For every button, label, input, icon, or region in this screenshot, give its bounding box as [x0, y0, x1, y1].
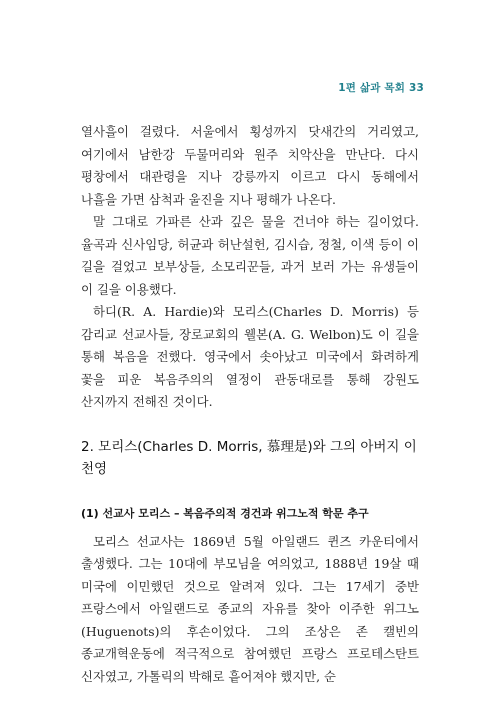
paragraph-1: 열사흘이 걸렸다. 서울에서 횡성까지 닷새간의 거리였고, 여기에서 남한강 두물머리와 원주 치악산을 만난다. 다시 평창에서 대관령을 지나 강릉까지 이르고 다시 동해에서 나흘을 가면 삼척과 울진을 지나 평해가 나온다. — [81, 124, 419, 207]
paragraph-3: 하디(R. A. Hardie)와 모리스(Charles D. Morris) 등 감리교 선교사들, 장로교회의 웰본(A. G. Welbon)도 이 길을 통해 복음을 전했다. 영국에서 솟아났고 미국에서 화려하게 꽃을 피운 복음주의의 열정이 관동대로를 통해 강원도 산지까지 전해진 것이다. — [81, 304, 419, 409]
paragraph-4: 모리스 선교사는 1869년 5월 아일랜드 퀸즈 카운티에서 출생했다. 그는 10대에 부모님을 여의었고, 1888년 19살 때 미국에 이민했던 것으로 알려져 있다. 그는 17세기 중반 프랑스에서 아일랜드로 종교의 자유를 찾아 이주한 위그노(Huguenots)의 후손이었다. 그의 조상은 존 캘빈의 종교개혁운동에 적극적으로 참여했던 프랑스 프로테스탄트 신자였고, 가톨릭의 박해로 흩어져야 했지만, 순 — [81, 533, 419, 684]
subsection-title: (1) 선교사 모리스 – 복음주의적 경건과 위그노적 학문 추구 — [81, 506, 369, 520]
page-content — [81, 121, 419, 688]
paragraph-2: 말 그대로 가파른 산과 깊은 물을 건너야 하는 길이었다. 율곡과 신사임당, 허균과 허난설헌, 김시습, 정철, 이색 등이 이 길을 걸었고 보부상들, 소모리꾼들, 과거 보러 가는 유생들이 이 길을 이용했다. — [81, 214, 419, 297]
section-title: 2. 모리스(Charles D. Morris, 慕理是)와 그의 아버지 이천영 — [81, 438, 417, 477]
running-head: 1편 삶과 목회 33 — [338, 82, 424, 94]
